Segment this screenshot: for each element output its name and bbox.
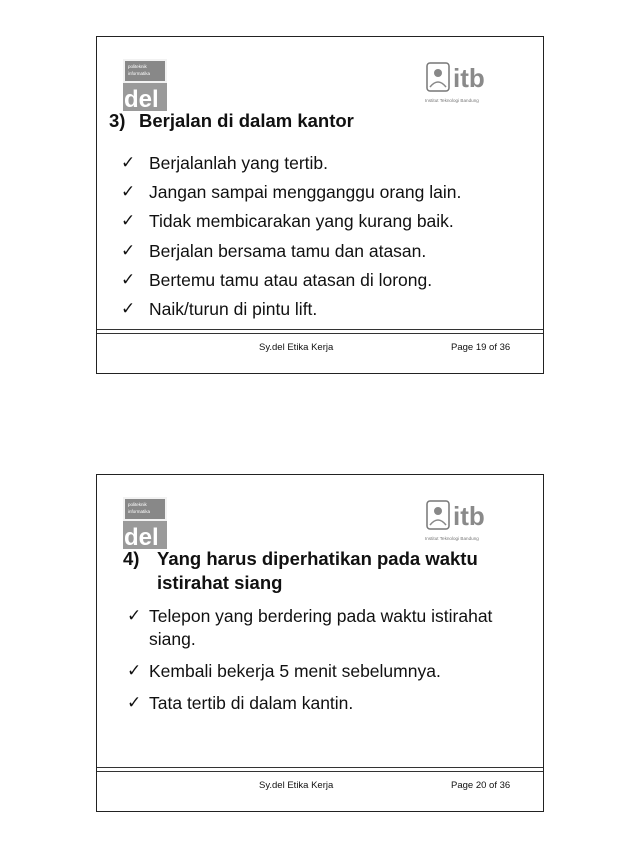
svg-text:itb: itb (453, 501, 485, 531)
bullet-list (121, 149, 461, 324)
itb-logo (425, 57, 519, 113)
list-item: ✓ Naik/turun di pintu lift. (121, 295, 461, 324)
bullet-list (127, 605, 527, 724)
section-number: 3) (109, 110, 126, 131)
list-item: ✓ Tidak membicarakan yang kurang baik. (121, 207, 461, 236)
check-icon: ✓ (121, 269, 136, 290)
title-text: Berjalan di dalam kantor (139, 110, 354, 131)
check-icon: ✓ (121, 299, 136, 320)
svg-text:itb: itb (453, 63, 485, 93)
list-item: ✓ Tata tertib di dalam kantin. (127, 693, 354, 713)
svg-text:politeknik: politeknik (128, 502, 147, 507)
list-item: ✓ Berjalan bersama tamu dan atasan. (121, 237, 461, 266)
svg-text:politeknik: politeknik (128, 64, 147, 69)
slide-19 (96, 36, 544, 374)
slide-20 (96, 474, 544, 812)
footer-divider (97, 771, 543, 772)
title-text: Yang harus diperhatikan pada waktu (157, 548, 478, 569)
section-number: 4) (123, 548, 140, 569)
footer-divider (97, 329, 543, 330)
slide-title (109, 109, 354, 133)
list-item: ✓ Telepon yang berdering pada waktu istirahat siang. (127, 606, 493, 649)
slide-title (123, 547, 533, 595)
list-item: ✓ Bertemu tamu atau atasan di lorong. (121, 266, 461, 295)
check-icon: ✓ (127, 661, 142, 681)
del-logo (123, 59, 167, 111)
svg-text:Institut Teknologi Bandung: Institut Teknologi Bandung (425, 98, 479, 103)
svg-text:informatika: informatika (128, 509, 151, 514)
check-icon: ✓ (127, 693, 142, 713)
svg-text:informatika: informatika (128, 71, 151, 76)
footer-title: Sy.del Etika Kerja (259, 780, 334, 791)
itb-logo (425, 495, 519, 551)
svg-text:del: del (124, 86, 159, 111)
title-text-line2: istirahat siang (157, 572, 283, 593)
svg-text:del: del (124, 524, 159, 549)
footer-divider (97, 333, 543, 334)
page-number: Page 20 of 36 (451, 780, 511, 791)
check-icon: ✓ (121, 182, 136, 203)
check-icon: ✓ (127, 606, 142, 626)
del-logo (123, 497, 167, 549)
check-icon: ✓ (121, 153, 136, 173)
footer-title: Sy.del Etika Kerja (259, 342, 334, 353)
page-number: Page 19 of 36 (451, 342, 511, 353)
list-item: ✓ Berjalanlah yang tertib. (121, 149, 461, 178)
list-item: ✓ Kembali bekerja 5 menit sebelumnya. (127, 661, 441, 681)
svg-text:Institut Teknologi Bandung: Institut Teknologi Bandung (425, 536, 479, 541)
check-icon: ✓ (121, 240, 136, 261)
footer-divider (97, 767, 543, 768)
list-item: ✓ Jangan sampai mengganggu orang lain. (121, 178, 461, 207)
check-icon: ✓ (121, 211, 136, 232)
